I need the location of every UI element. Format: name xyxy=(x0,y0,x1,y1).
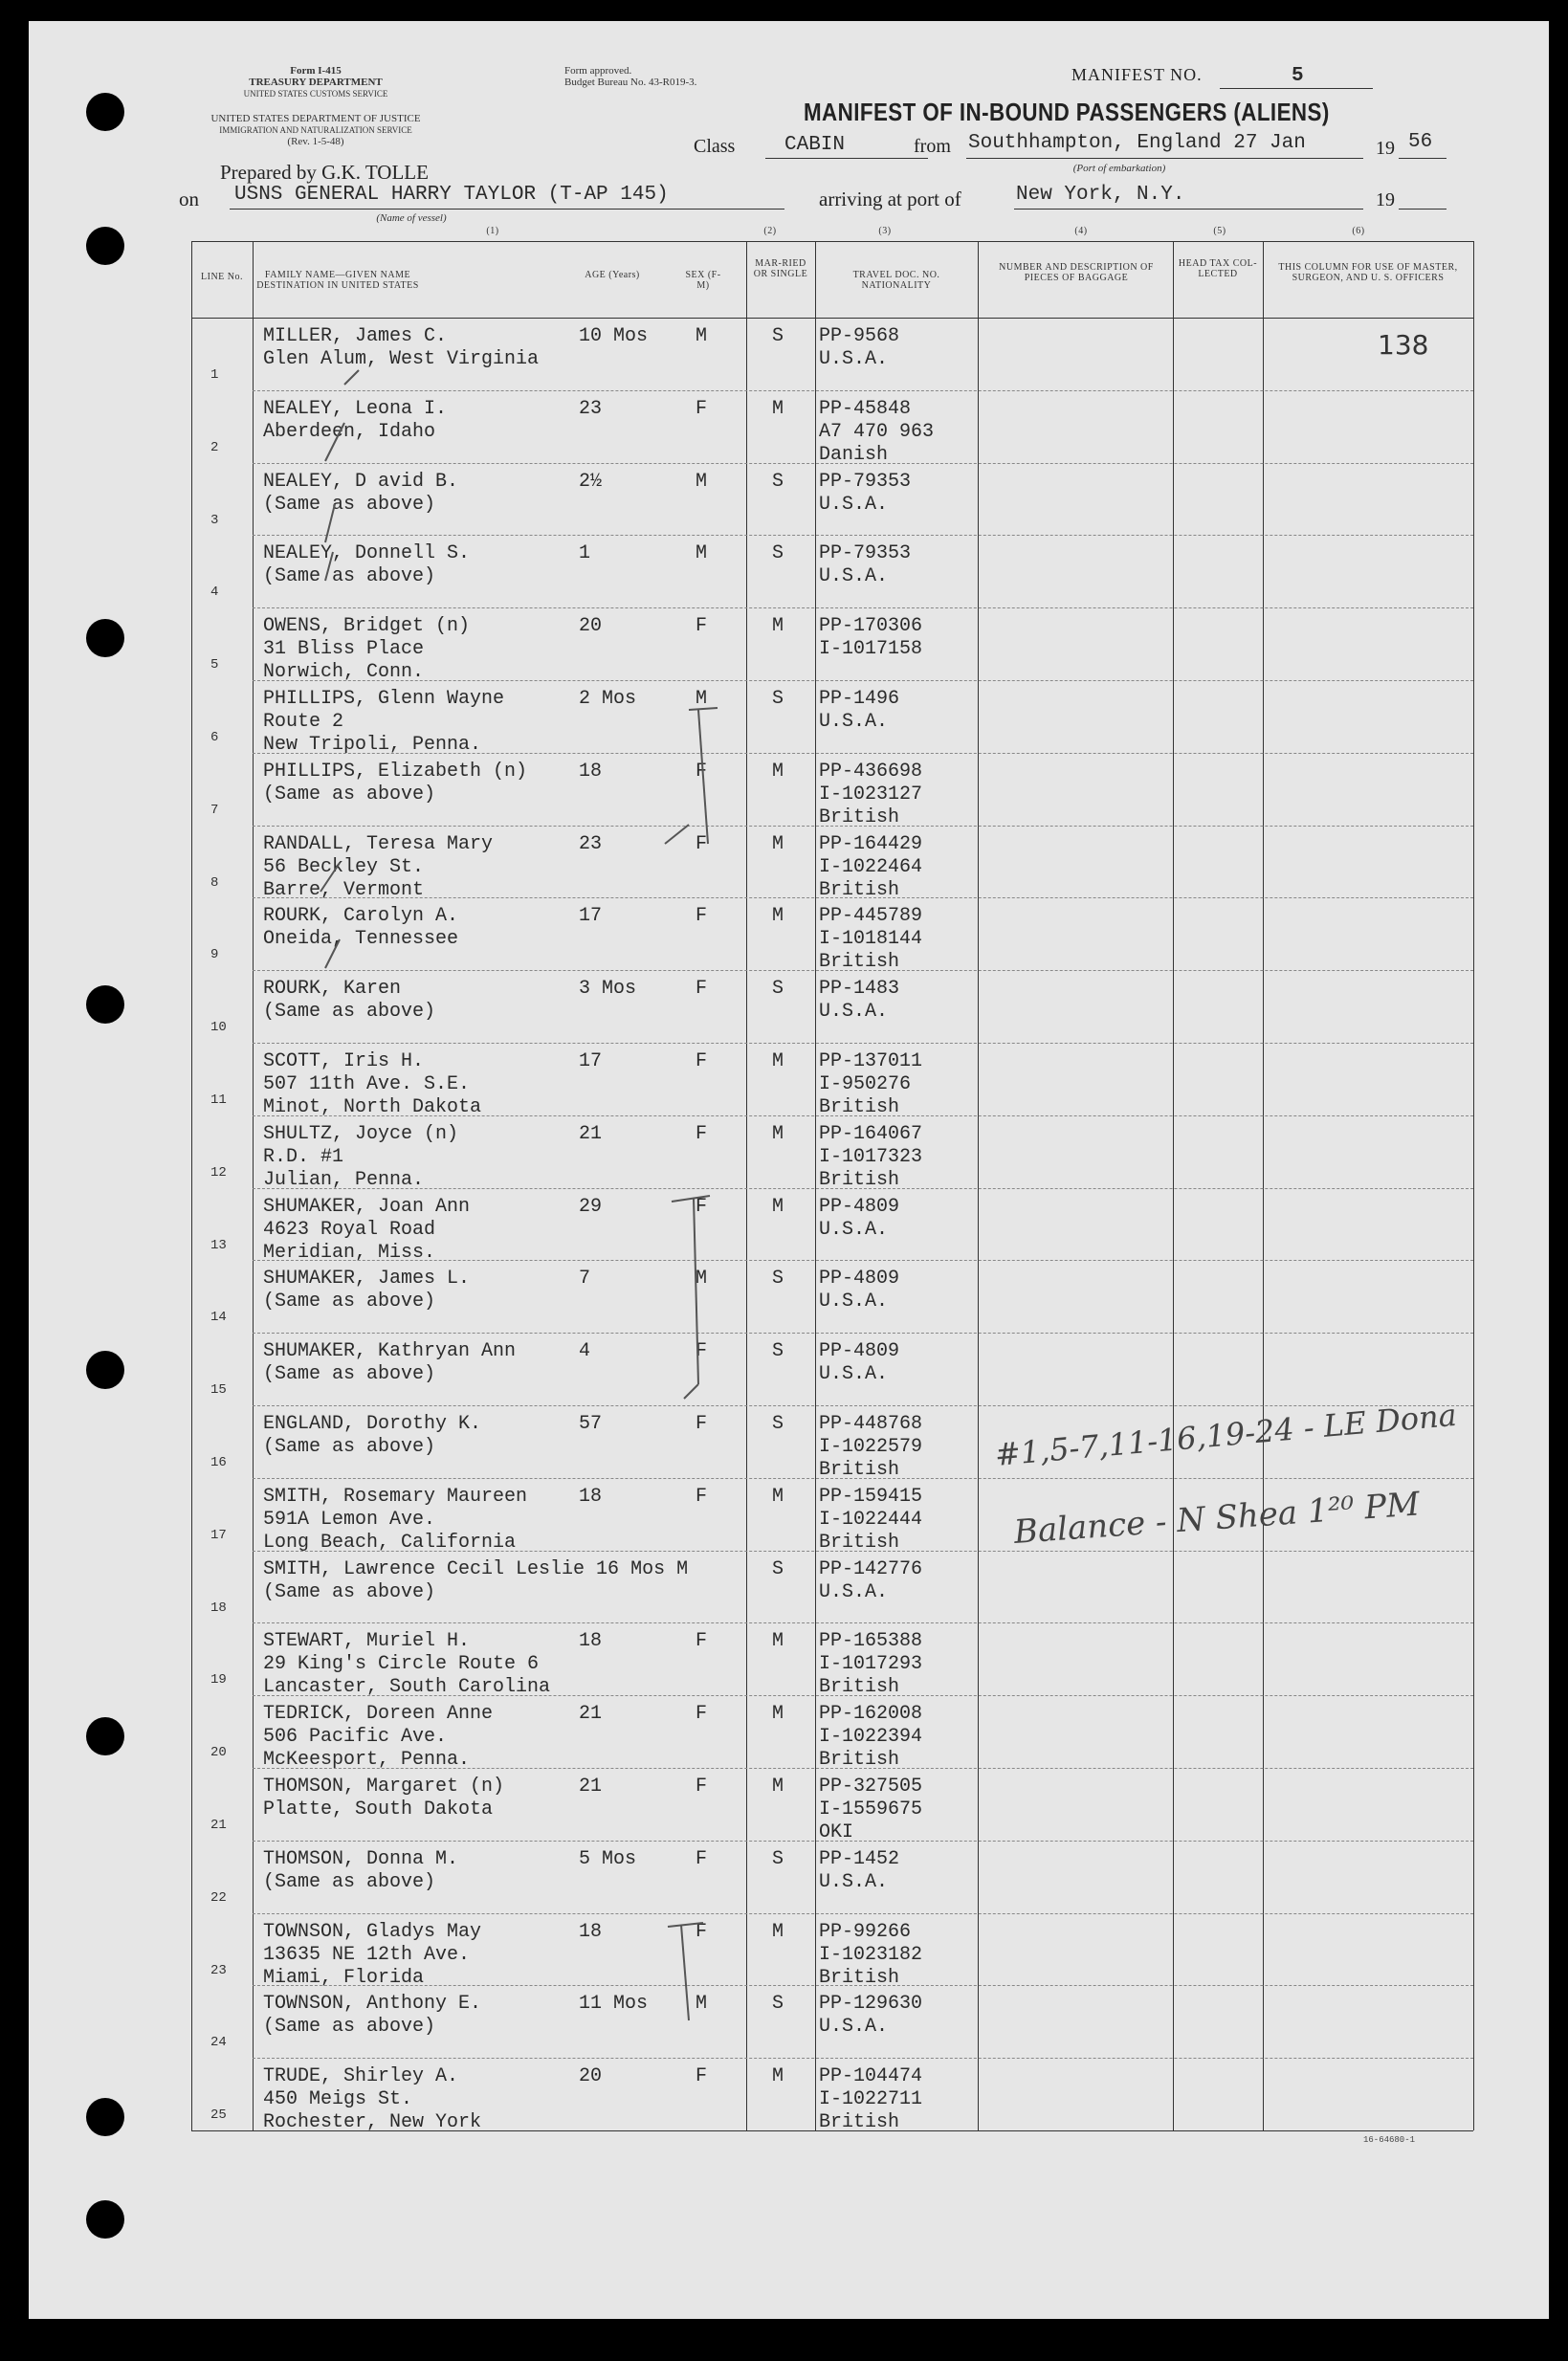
treasury-dept: TREASURY DEPARTMENT xyxy=(249,77,383,88)
travel-doc: PP-137011 I-950276 British xyxy=(819,1050,923,1118)
marital-status: S xyxy=(772,470,784,493)
passenger-age: 20 xyxy=(579,2065,603,2088)
passenger-sex: F xyxy=(696,1195,708,1218)
passenger-sex: F xyxy=(696,1340,708,1363)
passenger-name: THOMSON, Donna M. (Same as above) xyxy=(263,1847,459,1893)
passenger-sex: F xyxy=(696,615,708,638)
col-header-name: FAMILY NAME—GIVEN NAME DESTINATION IN UNITED STATES xyxy=(256,270,419,291)
handwritten-note-1: #1,5-7,11-16,19-24 - LE Dona xyxy=(993,1396,1459,1473)
marital-status: M xyxy=(772,615,784,638)
passenger-name: SHUMAKER, James L. (Same as above) xyxy=(263,1268,471,1313)
handwritten-note-2: Balance - N Shea 1²⁰ PM xyxy=(1012,1485,1422,1552)
line-number: 22 xyxy=(210,1889,227,1906)
col-header-travel: TRAVEL DOC. NO. NATIONALITY xyxy=(852,270,940,291)
travel-doc: PP-159415 I-1022444 British xyxy=(819,1485,923,1554)
arriving-year: 19 xyxy=(1376,189,1395,210)
budget-bureau: Budget Bureau No. 43-R019-3. xyxy=(564,77,697,88)
travel-doc: PP-165388 I-1017293 British xyxy=(819,1630,923,1699)
travel-doc: PP-170306 I-1017158 xyxy=(819,615,923,661)
passenger-age: 3 Mos xyxy=(579,978,637,1001)
passenger-sex: F xyxy=(696,832,708,855)
passenger-name: TRUDE, Shirley A. 450 Meigs St. Rochester, New York xyxy=(263,2065,482,2134)
passenger-name: OWENS, Bridget (n) 31 Bliss Place Norwich, Conn. xyxy=(263,615,471,684)
passenger-sex: F xyxy=(696,2065,708,2088)
passenger-sex: F xyxy=(696,1847,708,1870)
passenger-name: ENGLAND, Dorothy K. (Same as above) xyxy=(263,1413,482,1458)
passenger-age: 18 xyxy=(579,760,603,783)
binder-hole xyxy=(86,985,124,1024)
travel-doc: PP-164067 I-1017323 British xyxy=(819,1122,923,1191)
passenger-name: SHUMAKER, Kathryan Ann (Same as above) xyxy=(263,1340,517,1386)
passenger-sex: M xyxy=(696,688,708,710)
travel-doc: PP-1483 U.S.A. xyxy=(819,978,900,1024)
binder-hole xyxy=(86,2200,124,2239)
travel-doc: PP-104474 I-1022711 British xyxy=(819,2065,923,2134)
passenger-name: ROURK, Karen (Same as above) xyxy=(263,978,436,1024)
travel-doc: PP-1452 U.S.A. xyxy=(819,1847,900,1893)
passenger-sex: F xyxy=(696,1485,708,1508)
line-number: 20 xyxy=(210,1745,227,1761)
travel-doc: PP-327505 I-1559675 OKI xyxy=(819,1776,923,1843)
col-num-4: (4) xyxy=(1074,226,1088,236)
travel-doc: PP-445789 I-1018144 British xyxy=(819,905,923,974)
passenger-name: SHULTZ, Joyce (n) R.D. #1 Julian, Penna. xyxy=(263,1122,459,1191)
line-number: 21 xyxy=(210,1818,227,1833)
arriving-label: arriving at port of xyxy=(819,188,961,210)
col-num-2: (2) xyxy=(763,226,777,236)
col-header-officers: THIS COLUMN FOR USE OF MASTER, SURGEON, AND U. S. OFFICERS xyxy=(1278,262,1458,283)
line-number: 17 xyxy=(210,1527,227,1543)
marital-status: M xyxy=(772,1485,784,1508)
line-number: 16 xyxy=(210,1455,227,1470)
passenger-name: SHUMAKER, Joan Ann 4623 Royal Road Meridian, Miss. xyxy=(263,1195,471,1264)
binder-hole xyxy=(86,227,124,265)
line-number: 25 xyxy=(210,2107,227,2124)
passenger-sex: M xyxy=(696,542,708,565)
binder-hole xyxy=(86,2098,124,2136)
passenger-sex: F xyxy=(696,905,708,928)
travel-doc: PP-4809 U.S.A. xyxy=(819,1195,900,1241)
manifest-title: MANIFEST OF IN-BOUND PASSENGERS (ALIENS) xyxy=(804,98,1330,126)
passenger-name: NEALEY, Leona I. Aberdeen, Idaho xyxy=(263,397,448,443)
passenger-name: PHILLIPS, Elizabeth (n) (Same as above) xyxy=(263,760,528,805)
passenger-sex: F xyxy=(696,1050,708,1072)
passenger-age: 18 xyxy=(579,1630,603,1653)
line-number: 1 xyxy=(210,367,219,383)
marital-status: S xyxy=(772,1340,784,1363)
passenger-age: 20 xyxy=(579,615,603,638)
line-number: 6 xyxy=(210,730,219,745)
passenger-name: ROURK, Carolyn A. Oneida, Tennessee xyxy=(263,905,459,951)
passenger-sex: M xyxy=(696,325,708,347)
passenger-sex: M xyxy=(696,1268,708,1291)
vessel-note: (Name of vessel) xyxy=(376,212,447,224)
travel-doc: PP-142776 U.S.A. xyxy=(819,1557,923,1603)
travel-doc: PP-129630 U.S.A. xyxy=(819,1993,923,2039)
marital-status: S xyxy=(772,1557,784,1580)
marital-status: S xyxy=(772,1268,784,1291)
passenger-name: RANDALL, Teresa Mary 56 Beckley St. Barre, Vermont xyxy=(263,832,494,901)
justice-dept: UNITED STATES DEPARTMENT OF JUSTICE xyxy=(210,113,421,124)
marital-status: S xyxy=(772,1413,784,1435)
manifest-no-value: 5 xyxy=(1292,65,1304,87)
passenger-name: SMITH, Lawrence Cecil Leslie 16 Mos M (Same as above) xyxy=(263,1557,689,1603)
travel-doc: PP-79353 U.S.A. xyxy=(819,542,912,588)
col-header-sex: SEX (F-M) xyxy=(685,270,721,291)
line-number: 18 xyxy=(210,1600,227,1616)
marital-status: M xyxy=(772,1703,784,1726)
binder-hole xyxy=(86,93,124,131)
marital-status: S xyxy=(772,1993,784,2016)
passenger-sex: F xyxy=(696,1413,708,1435)
binder-hole xyxy=(86,619,124,657)
passenger-age: 18 xyxy=(579,1920,603,1943)
marital-status: M xyxy=(772,1776,784,1798)
port-embark-note: (Port of embarkation) xyxy=(1072,163,1166,174)
col-num-6: (6) xyxy=(1352,226,1365,236)
marital-status: S xyxy=(772,1847,784,1870)
passenger-sex: F xyxy=(696,1920,708,1943)
line-number: 4 xyxy=(210,585,219,601)
from-label: from xyxy=(914,136,951,157)
passenger-name: TEDRICK, Doreen Anne 506 Pacific Ave. McKeesport, Penna. xyxy=(263,1703,494,1772)
col-header-headtax: HEAD TAX COL-LECTED xyxy=(1178,258,1258,279)
marital-status: M xyxy=(772,397,784,420)
travel-doc: PP-1496 U.S.A. xyxy=(819,688,900,733)
passenger-age: 17 xyxy=(579,905,603,928)
line-number: 15 xyxy=(210,1382,227,1399)
passenger-name: STEWART, Muriel H. 29 King's Circle Route 6 Lancaster, South Carolina xyxy=(263,1630,551,1699)
line-number: 12 xyxy=(210,1164,227,1180)
passenger-age: 21 xyxy=(579,1703,603,1726)
line-number: 5 xyxy=(210,657,219,673)
travel-doc: PP-9568 U.S.A. xyxy=(819,325,900,370)
class-label: Class xyxy=(694,136,736,157)
marital-status: S xyxy=(772,978,784,1001)
passenger-age: 2½ xyxy=(579,470,603,493)
marital-status: S xyxy=(772,688,784,710)
marital-status: M xyxy=(772,1195,784,1218)
binder-hole xyxy=(86,1717,124,1755)
passenger-name: NEALEY, Donnell S. (Same as above) xyxy=(263,542,471,588)
marital-status: M xyxy=(772,905,784,928)
travel-doc: PP-79353 U.S.A. xyxy=(819,470,912,516)
travel-doc: PP-4809 U.S.A. xyxy=(819,1340,900,1386)
manifest-page xyxy=(29,21,1549,2319)
col-num-3: (3) xyxy=(878,226,892,236)
col-header-baggage: NUMBER AND DESCRIPTION OF PIECES OF BAGGAGE xyxy=(999,262,1154,283)
line-number: 13 xyxy=(210,1237,227,1253)
travel-doc: PP-99266 I-1023182 British xyxy=(819,1920,923,1989)
passenger-age: 5 Mos xyxy=(579,1847,637,1870)
travel-doc: PP-45848 A7 470 963 Danish xyxy=(819,397,935,466)
marital-status: M xyxy=(772,1122,784,1145)
line-number: 11 xyxy=(210,1092,227,1108)
col-num-5: (5) xyxy=(1213,226,1226,236)
passenger-name: SMITH, Rosemary Maureen 591A Lemon Ave. Long Beach, California xyxy=(263,1485,528,1554)
passenger-sex: F xyxy=(696,1630,708,1653)
arriving-value: New York, N.Y. xyxy=(1016,184,1185,206)
passenger-name: SCOTT, Iris H. 507 11th Ave. S.E. Minot, North Dakota xyxy=(263,1050,482,1118)
passenger-age: 17 xyxy=(579,1050,603,1072)
passenger-sex: F xyxy=(696,1122,708,1145)
manifest-no-label: MANIFEST NO. xyxy=(1071,65,1203,84)
year-prefix: 19 xyxy=(1376,138,1395,159)
marital-status: M xyxy=(772,1050,784,1072)
travel-doc: PP-162008 I-1022394 British xyxy=(819,1703,923,1772)
passenger-age: 11 Mos xyxy=(579,1993,649,2016)
travel-doc: PP-4809 U.S.A. xyxy=(819,1268,900,1313)
marital-status: M xyxy=(772,832,784,855)
line-number: 3 xyxy=(210,512,219,528)
col-header-married: MAR-RIED OR SINGLE xyxy=(753,258,808,279)
revision: (Rev. 1-5-48) xyxy=(287,136,344,147)
form-approved: Form approved. xyxy=(564,65,632,77)
footer-code: 16-64680-1 xyxy=(1363,2135,1416,2145)
travel-doc: PP-448768 I-1022579 British xyxy=(819,1413,923,1481)
line-number: 10 xyxy=(210,1020,227,1036)
line-number: 2 xyxy=(210,439,219,455)
passenger-age: 23 xyxy=(579,832,603,855)
passenger-sex: F xyxy=(696,1703,708,1726)
on-label: on xyxy=(179,188,199,210)
line-number: 23 xyxy=(210,1962,227,1978)
passenger-age: 10 Mos xyxy=(579,325,649,347)
line-number: 9 xyxy=(210,947,219,963)
passenger-name: THOMSON, Margaret (n) Platte, South Dakota xyxy=(263,1776,505,1820)
marital-status: M xyxy=(772,2065,784,2088)
passenger-age: 29 xyxy=(579,1195,603,1218)
col-header-line: LINE No. xyxy=(201,272,243,282)
officer-mark: 138 xyxy=(1378,329,1429,361)
line-number: 7 xyxy=(210,802,219,818)
passenger-age: 4 xyxy=(579,1340,591,1363)
passenger-name: TOWNSON, Anthony E. (Same as above) xyxy=(263,1993,482,2039)
from-value: Southhampton, England 27 Jan xyxy=(968,132,1306,154)
passenger-name: NEALEY, D avid B. (Same as above) xyxy=(263,470,459,516)
passenger-age: 21 xyxy=(579,1776,603,1798)
passenger-age: 2 Mos xyxy=(579,688,637,710)
passenger-name: PHILLIPS, Glenn Wayne Route 2 New Tripoli, Penna. xyxy=(263,688,505,756)
passenger-age: 18 xyxy=(579,1485,603,1508)
pencil-marks xyxy=(29,21,1549,2319)
prepared-by: Prepared by G.K. TOLLE xyxy=(220,161,429,184)
customs-service: UNITED STATES CUSTOMS SERVICE xyxy=(243,89,388,99)
line-number: 24 xyxy=(210,2035,227,2051)
passenger-age: 1 xyxy=(579,542,591,565)
marital-status: M xyxy=(772,1920,784,1943)
class-value: CABIN xyxy=(784,134,846,156)
passenger-sex: F xyxy=(696,1776,708,1798)
form-number: Form I-415 xyxy=(290,65,342,77)
travel-doc: PP-164429 I-1022464 British xyxy=(819,832,923,901)
col-header-age: AGE (Years) xyxy=(585,270,640,280)
passenger-sex: M xyxy=(696,470,708,493)
binder-hole xyxy=(86,1351,124,1389)
passenger-age: 57 xyxy=(579,1413,603,1435)
passenger-sex: F xyxy=(696,978,708,1001)
passenger-age: 23 xyxy=(579,397,603,420)
passenger-sex: F xyxy=(696,760,708,783)
marital-status: S xyxy=(772,325,784,347)
vessel-name: USNS GENERAL HARRY TAYLOR (T-AP 145) xyxy=(234,184,669,206)
ins-service: IMMIGRATION AND NATURALIZATION SERVICE xyxy=(219,125,412,135)
passenger-name: TOWNSON, Gladys May 13635 NE 12th Ave. Miami, Florida xyxy=(263,1920,482,1989)
passenger-sex: M xyxy=(696,1993,708,2016)
travel-doc: PP-436698 I-1023127 British xyxy=(819,760,923,828)
passenger-age: 21 xyxy=(579,1122,603,1145)
marital-status: M xyxy=(772,1630,784,1653)
col-num-1: (1) xyxy=(486,226,499,236)
passenger-age: 7 xyxy=(579,1268,591,1291)
line-number: 14 xyxy=(210,1310,227,1326)
passenger-name: MILLER, James C. Glen Alum, West Virginia xyxy=(263,325,540,370)
line-number: 8 xyxy=(210,874,219,891)
year-value: 56 xyxy=(1408,131,1433,153)
marital-status: M xyxy=(772,760,784,783)
line-number: 19 xyxy=(210,1672,227,1688)
passenger-sex: F xyxy=(696,397,708,420)
marital-status: S xyxy=(772,542,784,565)
